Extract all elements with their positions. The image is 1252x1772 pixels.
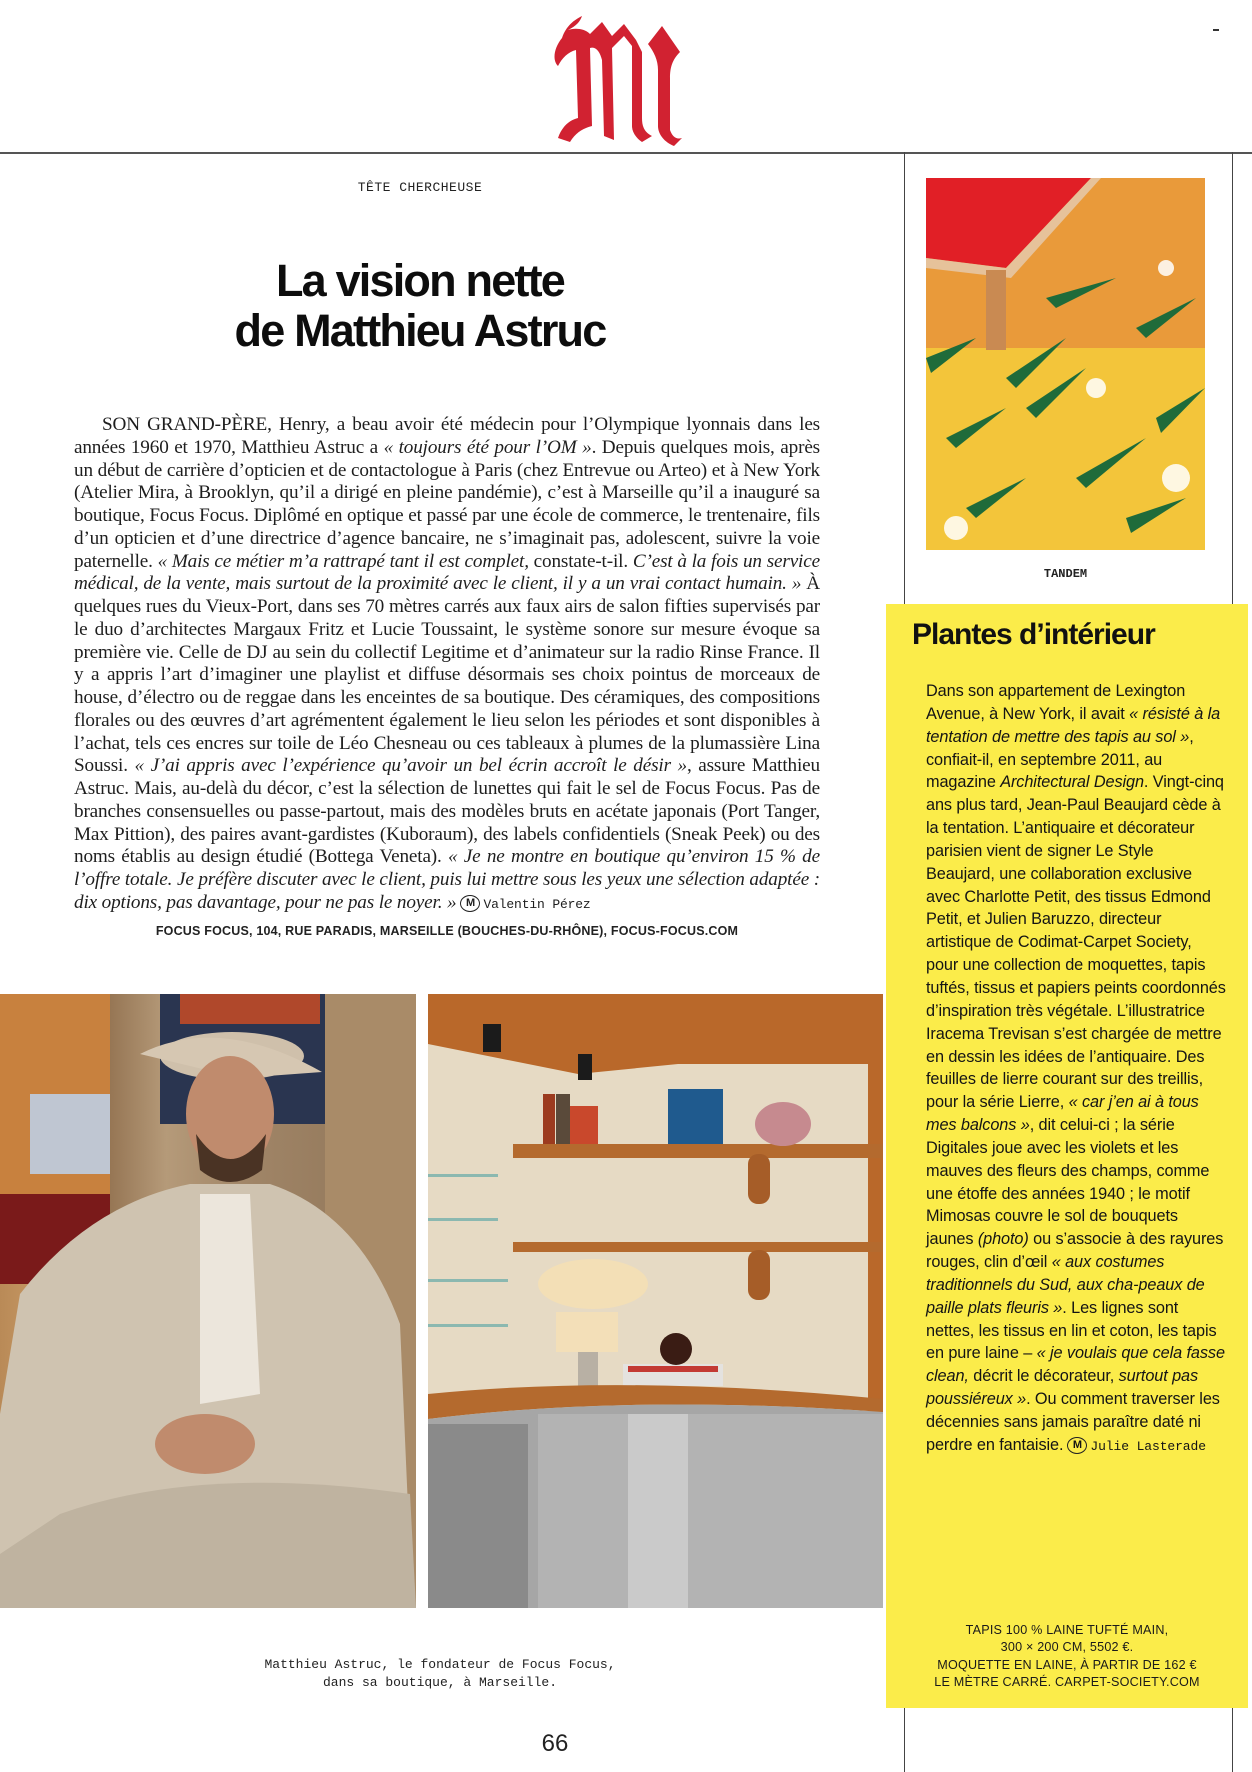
text-run: . Vingt-cinq ans plus tard, Jean-Paul Beaujard cède à la tentation. L’antiquaire et décorateur parisien vient de signer Le Style Beaujard, une collaboration exclusive avec Charlotte Petit, des tissus Edmond Petit, et Julien Baruzzo, directeur artistique de Codimat-Carpet Society, pour une collection de moquettes, tapis tuftés, tissus et papiers peints coordonnés d’inspiration très végétale. L’illustratrice Iracema Trevisan s’est chargée de mettre en dessin les idées de l’antiquaire. Des feuilles de lierre courant sur des treillis, pour la série Lierre,	[926, 773, 1226, 1112]
italic-quote: (photo)	[977, 1230, 1029, 1249]
boutique-illustration	[428, 994, 883, 1608]
portrait-illustration	[0, 994, 416, 1608]
article-paragraph	[74, 414, 820, 917]
text-run: décrit le décorateur,	[968, 1367, 1119, 1386]
text-run: , assure Matthieu Astruc. Mais, au-delà du décor, c’est la sélection de lunettes qui fait le sel de Focus Focus. Pas de branches consensuelles ou passe-partout, mais des modèles bruts en acétate japonais (Port Tanger, Max Pittion), des paires avant-gardistes (Kuboraum), des labels confidentiels (Sneak Peek) ou des noms établis au design étudié (Bottega Veneta).	[74, 755, 820, 868]
text-run: . Depuis quelques mois, après un début de carrière d’opticien et de contactologue à Paris (chez Entrevue ou Arteo) et à New York (Atelier Mira, à Brooklyn, qu’il a dirigé en pleine pandémie), c’est à Marseille qu’il a inauguré sa boutique, Focus Focus. Diplômé en optique et passé par une école de commerce, le trentenaire, fils d’un opticien et d’une directrice d’agence bancaire, ne s’imaginait pas, adolescent, suivre la voie paternelle.	[74, 436, 820, 572]
sidebar-text-runs	[926, 682, 1226, 1454]
caption-line-2: dans sa boutique, à Marseille.	[322, 1675, 558, 1690]
product-info-line-2: 300 × 200 CM, 5502 €.	[1000, 1640, 1134, 1655]
portrait-photo	[0, 994, 416, 1608]
product-info	[906, 1622, 1228, 1691]
headline-line-1: La vision nette	[275, 255, 565, 306]
sidebar-author: Julie Lasterade	[1090, 1438, 1206, 1454]
caption-line-1: Matthieu Astruc, le fondateur de Focus Focus,	[264, 1657, 616, 1672]
header-rule	[0, 152, 1252, 154]
italic-quote: « résisté à la tentation de mettre des tapis au sol »	[926, 704, 1221, 746]
italic-quote: surtout pas poussiéreux »	[926, 1367, 1199, 1409]
text-run: , confiait-il, en septembre 2011, au magazine	[926, 727, 1194, 792]
italic-quote: « aux costumes traditionnels du Sud, aux cha-peaux de paille plats fleuris »	[926, 1253, 1205, 1317]
mimosa-illustration	[926, 178, 1205, 550]
boutique-photo	[428, 994, 883, 1608]
shop-address: FOCUS FOCUS, 104, RUE PARADIS, MARSEILLE (BOUCHES-DU-RHÔNE), FOCUS-FOCUS.COM	[155, 924, 739, 938]
text-run: ou s’associe à des rayures rouges, clin d’œil	[926, 1230, 1224, 1272]
article-headline	[100, 256, 740, 356]
le-monde-logo-icon	[540, 8, 720, 146]
text-run: . Les lignes sont nettes, les tissus en lin et coton, les tapis en pure laine –	[926, 1298, 1217, 1363]
italic-quote: « Mais ce métier m’a rattrapé tant il est complet,	[157, 550, 529, 572]
product-info-line-3: MOQUETTE EN LAINE, À PARTIR DE 162 €	[937, 1657, 1197, 1672]
italic-quote: « toujours été pour l’OM »	[383, 436, 592, 458]
masthead	[0, 0, 1252, 152]
italic-quote: C’est à la fois un service médical, de la vente, mais surtout de la proximité avec le client, il y a un vrai contact humain. »	[74, 550, 820, 595]
text-run: constate-t-il.	[528, 550, 633, 572]
italic-quote: « car j’en ai à tous mes balcons »	[926, 1093, 1199, 1135]
article-body	[74, 414, 820, 917]
text-run: SON GRAND-PÈRE, Henry, a beau avoir été médecin pour l’Olympique lyonnais dans les années 1960 et 1970, Matthieu Astruc a	[74, 414, 820, 458]
italic-quote: « je voulais que cela fasse clean,	[926, 1344, 1225, 1386]
photo-credit: TANDEM	[1043, 567, 1088, 581]
text-run: Dans son appartement de Lexington Avenue, à New York, il avait	[926, 682, 1186, 723]
text-run: À quelques rues du Vieux-Port, dans ses 70 mètres carrés aux faux airs de salon fifties supervisés par le duo d’architectes Margaux Fritz et Lucie Toussaint, le système sonore sur mesure évoque sa première vie. Celle de DJ au sein du collectif Legitime et d’animateur sur la radio Rinse France. Il y a appris l’art d’imaginer une playlist et diffuse désormais ses choix pointus de morceaux de house, d’électro ou de reggae dans les enceintes de sa boutique. Des céramiques, des compositions florales ou des œuvres d’art agrémentent également le lieu selon les périodes et sont disponibles à l’achat, tels ces encres sur toile de Léo Chesneau ou ces tableaux à plumes de la plumassière Lina Soussi.	[74, 573, 820, 777]
italic-quote: « Je ne montre en boutique qu’environ 15 % de l’offre totale. Je préfère discuter avec le client, puis lui mettre sous les yeux une sélection adaptée : dix options, pas davantage, pour ne pas le noyer. »	[74, 846, 820, 913]
le-monde-m-mark-icon: M	[460, 895, 480, 912]
sidebar-body	[926, 680, 1226, 1459]
sidebar-box	[886, 604, 1248, 1708]
photo-caption	[220, 1656, 660, 1692]
product-info-line-1: TAPIS 100 % LAINE TUFTÉ MAIN,	[965, 1623, 1169, 1637]
article-text-runs	[74, 414, 820, 913]
text-run: , dit celui-ci ; la série Digitales joue avec les violets et les mauves des fleurs des champs, comme une étoffe des années 1940 ; le motif Mimosas couvre le sol de bouquets jaunes	[926, 1116, 1210, 1249]
le-monde-m-mark-icon: M	[1067, 1437, 1087, 1454]
section-kicker: TÊTE CHERCHEUSE	[357, 180, 483, 195]
headline-line-2: de Matthieu Astruc	[234, 305, 606, 356]
sidebar-title: Plantes d’intérieur	[912, 618, 1155, 651]
article-author: Valentin Pérez	[483, 896, 591, 912]
product-info-line-4: LE MÈTRE CARRÉ. CARPET-SOCIETY.COM	[934, 1674, 1200, 1689]
italic-quote: Architectural Design	[1000, 773, 1144, 792]
text-run: . Ou comment traverser les décennies sans jamais paraître daté ni perdre en fantaisie.	[926, 1390, 1220, 1454]
page-number: 66	[541, 1730, 569, 1757]
corner-mark	[1213, 29, 1219, 31]
italic-quote: « J’ai appris avec l’expérience qu’avoir un bel écrin accroît le désir »	[134, 755, 687, 777]
mimosa-rug-photo	[926, 178, 1205, 550]
